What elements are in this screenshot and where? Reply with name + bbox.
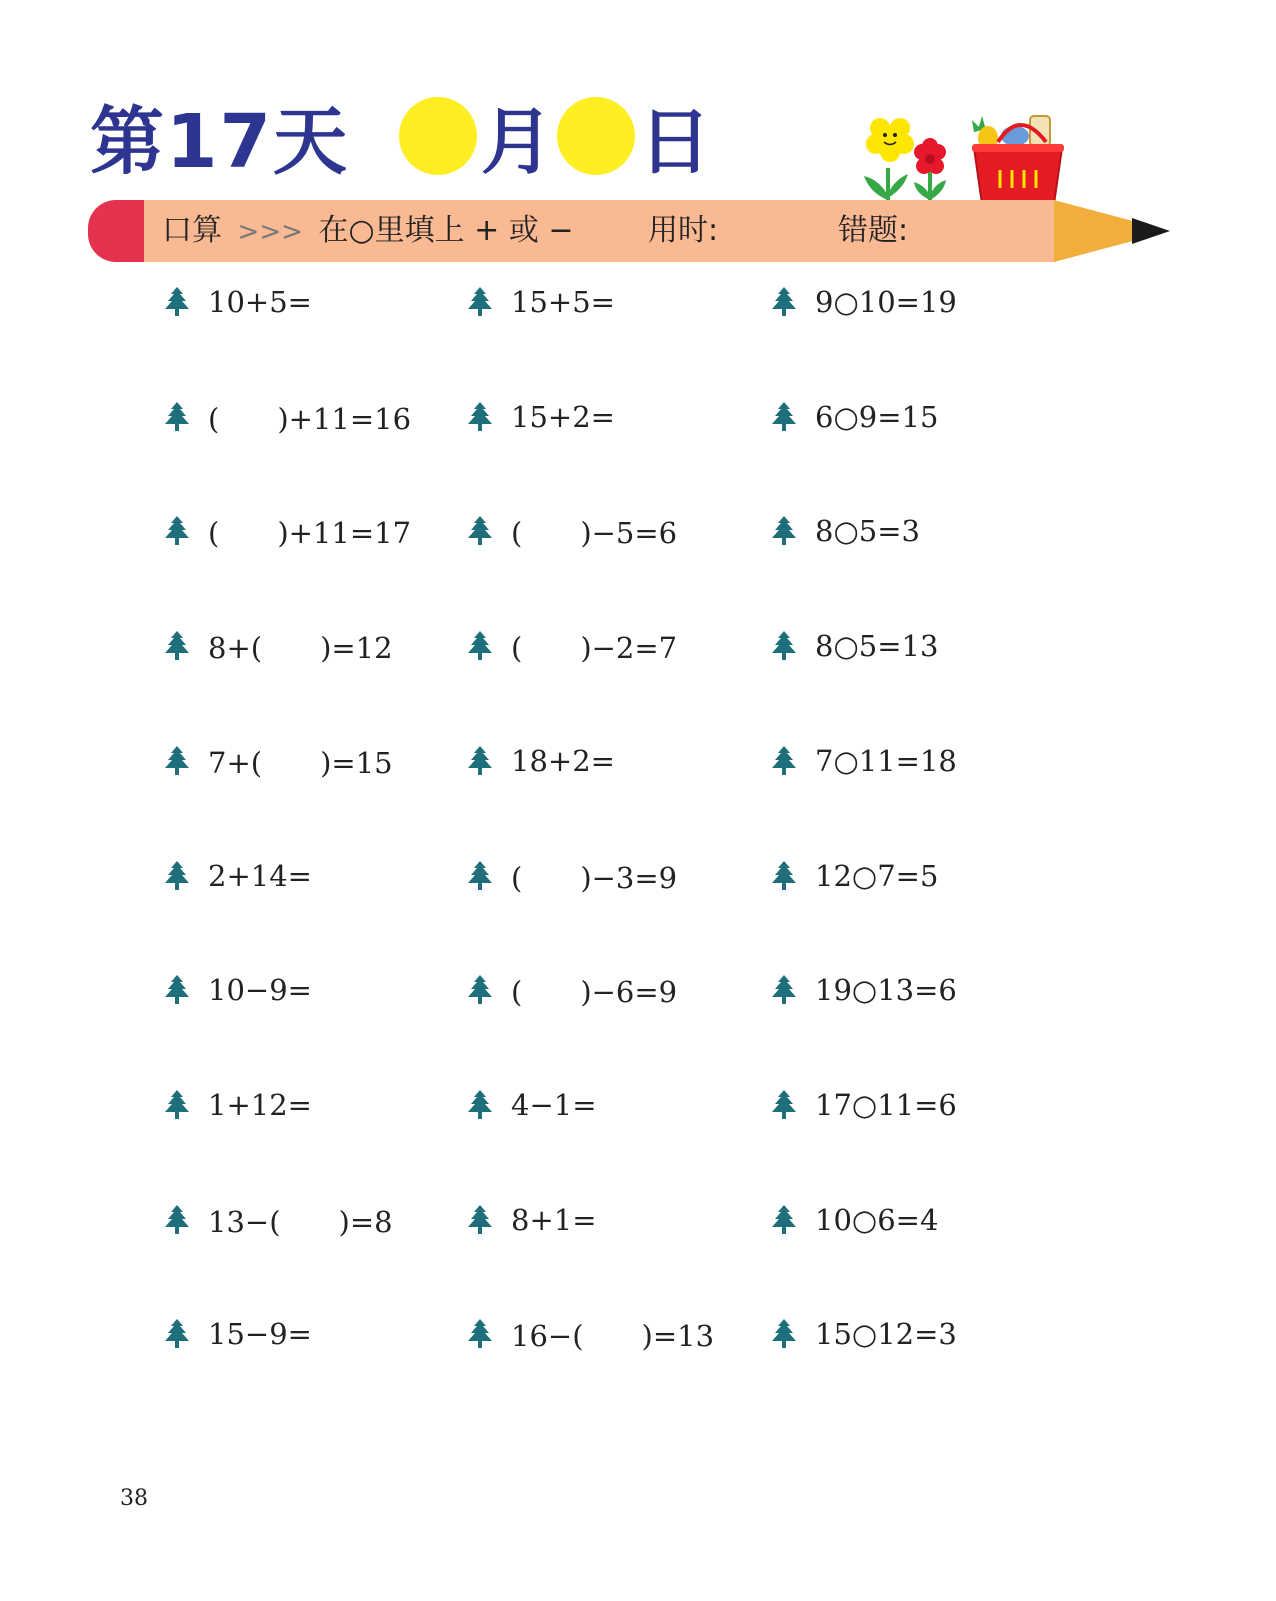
pencil-eraser	[88, 200, 146, 262]
yellow-flower-icon	[864, 118, 914, 203]
problem-text: 17○11=6	[815, 1088, 957, 1122]
problem-text: 1+12=	[208, 1088, 312, 1122]
problem-item	[771, 856, 938, 896]
tree-icon	[164, 1090, 190, 1120]
problem-item	[467, 856, 677, 896]
problem-item	[771, 626, 938, 666]
tree-icon	[467, 631, 493, 661]
instruction-label	[162, 200, 574, 262]
page-title	[90, 86, 715, 186]
tree-icon	[164, 287, 190, 317]
problem-item	[771, 741, 957, 781]
problem-text: 18+2=	[511, 744, 615, 778]
problem-item	[467, 626, 677, 666]
problem-item	[771, 397, 938, 437]
tree-icon	[164, 516, 190, 546]
problem-text: 2+14=	[208, 859, 312, 893]
date-label: 日	[639, 100, 712, 184]
problem-item	[771, 282, 957, 322]
problem-item	[467, 741, 615, 781]
problem-text: 13−( )=8	[208, 1204, 393, 1239]
instruction-prefix: 口算	[162, 213, 222, 248]
tree-icon	[164, 1205, 190, 1235]
problem-text: ( )−2=7	[511, 630, 678, 665]
tree-icon	[164, 746, 190, 776]
problem-item	[771, 970, 957, 1010]
tree-icon	[771, 1090, 797, 1120]
instruction-text: 在○里填上 + 或 −	[318, 213, 574, 248]
arrows-icon: >>>	[237, 217, 303, 247]
problem-item	[467, 1200, 597, 1240]
red-flower-icon	[914, 138, 946, 204]
tree-icon	[467, 1319, 493, 1349]
tree-icon	[467, 861, 493, 891]
problem-item	[467, 397, 615, 437]
problem-text: ( )−5=6	[511, 515, 678, 550]
month-blank-circle	[399, 97, 477, 175]
problem-item	[164, 1085, 312, 1125]
problem-item	[467, 511, 677, 551]
problem-text: 8+1=	[511, 1203, 597, 1237]
problem-text: 7+( )=15	[208, 745, 393, 780]
problem-text: 10−9=	[208, 973, 312, 1007]
tree-icon	[771, 1205, 797, 1235]
tree-icon	[467, 1090, 493, 1120]
problem-text: ( )+11=16	[208, 401, 412, 436]
problem-text: 8+( )=12	[208, 630, 393, 665]
tree-icon	[771, 516, 797, 546]
problem-text: 7○11=18	[815, 744, 957, 778]
problem-item	[771, 1314, 957, 1354]
problem-text: 8○5=3	[815, 514, 920, 548]
time-label: 用时:	[648, 213, 719, 248]
problem-text: 4−1=	[511, 1088, 597, 1122]
problem-item	[771, 1085, 957, 1125]
tree-icon	[164, 631, 190, 661]
problem-text: 9○10=19	[815, 285, 957, 319]
tree-icon	[164, 975, 190, 1005]
date-blank-circle	[557, 97, 635, 175]
problem-item	[164, 741, 393, 781]
problem-item	[164, 626, 393, 666]
tree-icon	[771, 631, 797, 661]
tree-icon	[467, 287, 493, 317]
problem-text: 8○5=13	[815, 629, 939, 663]
tree-icon	[771, 402, 797, 432]
problem-item	[467, 282, 615, 322]
tree-icon	[164, 1319, 190, 1349]
problem-text: 10○6=4	[815, 1203, 939, 1237]
tree-icon	[467, 402, 493, 432]
problem-text: 19○13=6	[815, 973, 957, 1007]
problem-item	[467, 1085, 597, 1125]
tree-icon	[164, 402, 190, 432]
tree-icon	[467, 975, 493, 1005]
problem-item	[164, 397, 411, 437]
tree-icon	[467, 746, 493, 776]
basket-icon	[972, 116, 1064, 204]
tree-icon	[771, 287, 797, 317]
instruction-banner	[88, 200, 1170, 262]
problem-text: 15+5=	[511, 285, 615, 319]
page-number: 38	[120, 1486, 148, 1511]
tree-icon	[771, 975, 797, 1005]
problem-text: 10+5=	[208, 285, 312, 319]
tree-icon	[164, 861, 190, 891]
problem-text: 6○9=15	[815, 400, 939, 434]
problem-text: ( )−3=9	[511, 860, 678, 895]
month-label: 月	[480, 100, 553, 184]
problem-item	[771, 511, 920, 551]
tree-icon	[771, 861, 797, 891]
problem-item	[164, 282, 312, 322]
problem-item	[467, 970, 677, 1010]
problem-item	[164, 856, 312, 896]
problem-text: ( )+11=17	[208, 515, 412, 550]
problem-text: ( )−6=9	[511, 974, 678, 1009]
tree-icon	[467, 1205, 493, 1235]
problem-text: 15○12=3	[815, 1317, 957, 1351]
problem-text: 16−( )=13	[511, 1318, 715, 1353]
problem-text: 15+2=	[511, 400, 615, 434]
problem-text: 12○7=5	[815, 859, 939, 893]
problem-item	[467, 1314, 714, 1354]
pencil-lead	[1132, 218, 1170, 244]
problem-item	[164, 1314, 312, 1354]
tree-icon	[771, 1319, 797, 1349]
tree-icon	[771, 746, 797, 776]
problem-item	[771, 1200, 938, 1240]
problem-item	[164, 1200, 393, 1240]
problem-item	[164, 970, 312, 1010]
problem-item	[164, 511, 411, 551]
tree-icon	[467, 516, 493, 546]
errors-label: 错题:	[838, 213, 909, 248]
problem-text: 15−9=	[208, 1317, 312, 1351]
day-label: 第17天	[90, 99, 349, 185]
